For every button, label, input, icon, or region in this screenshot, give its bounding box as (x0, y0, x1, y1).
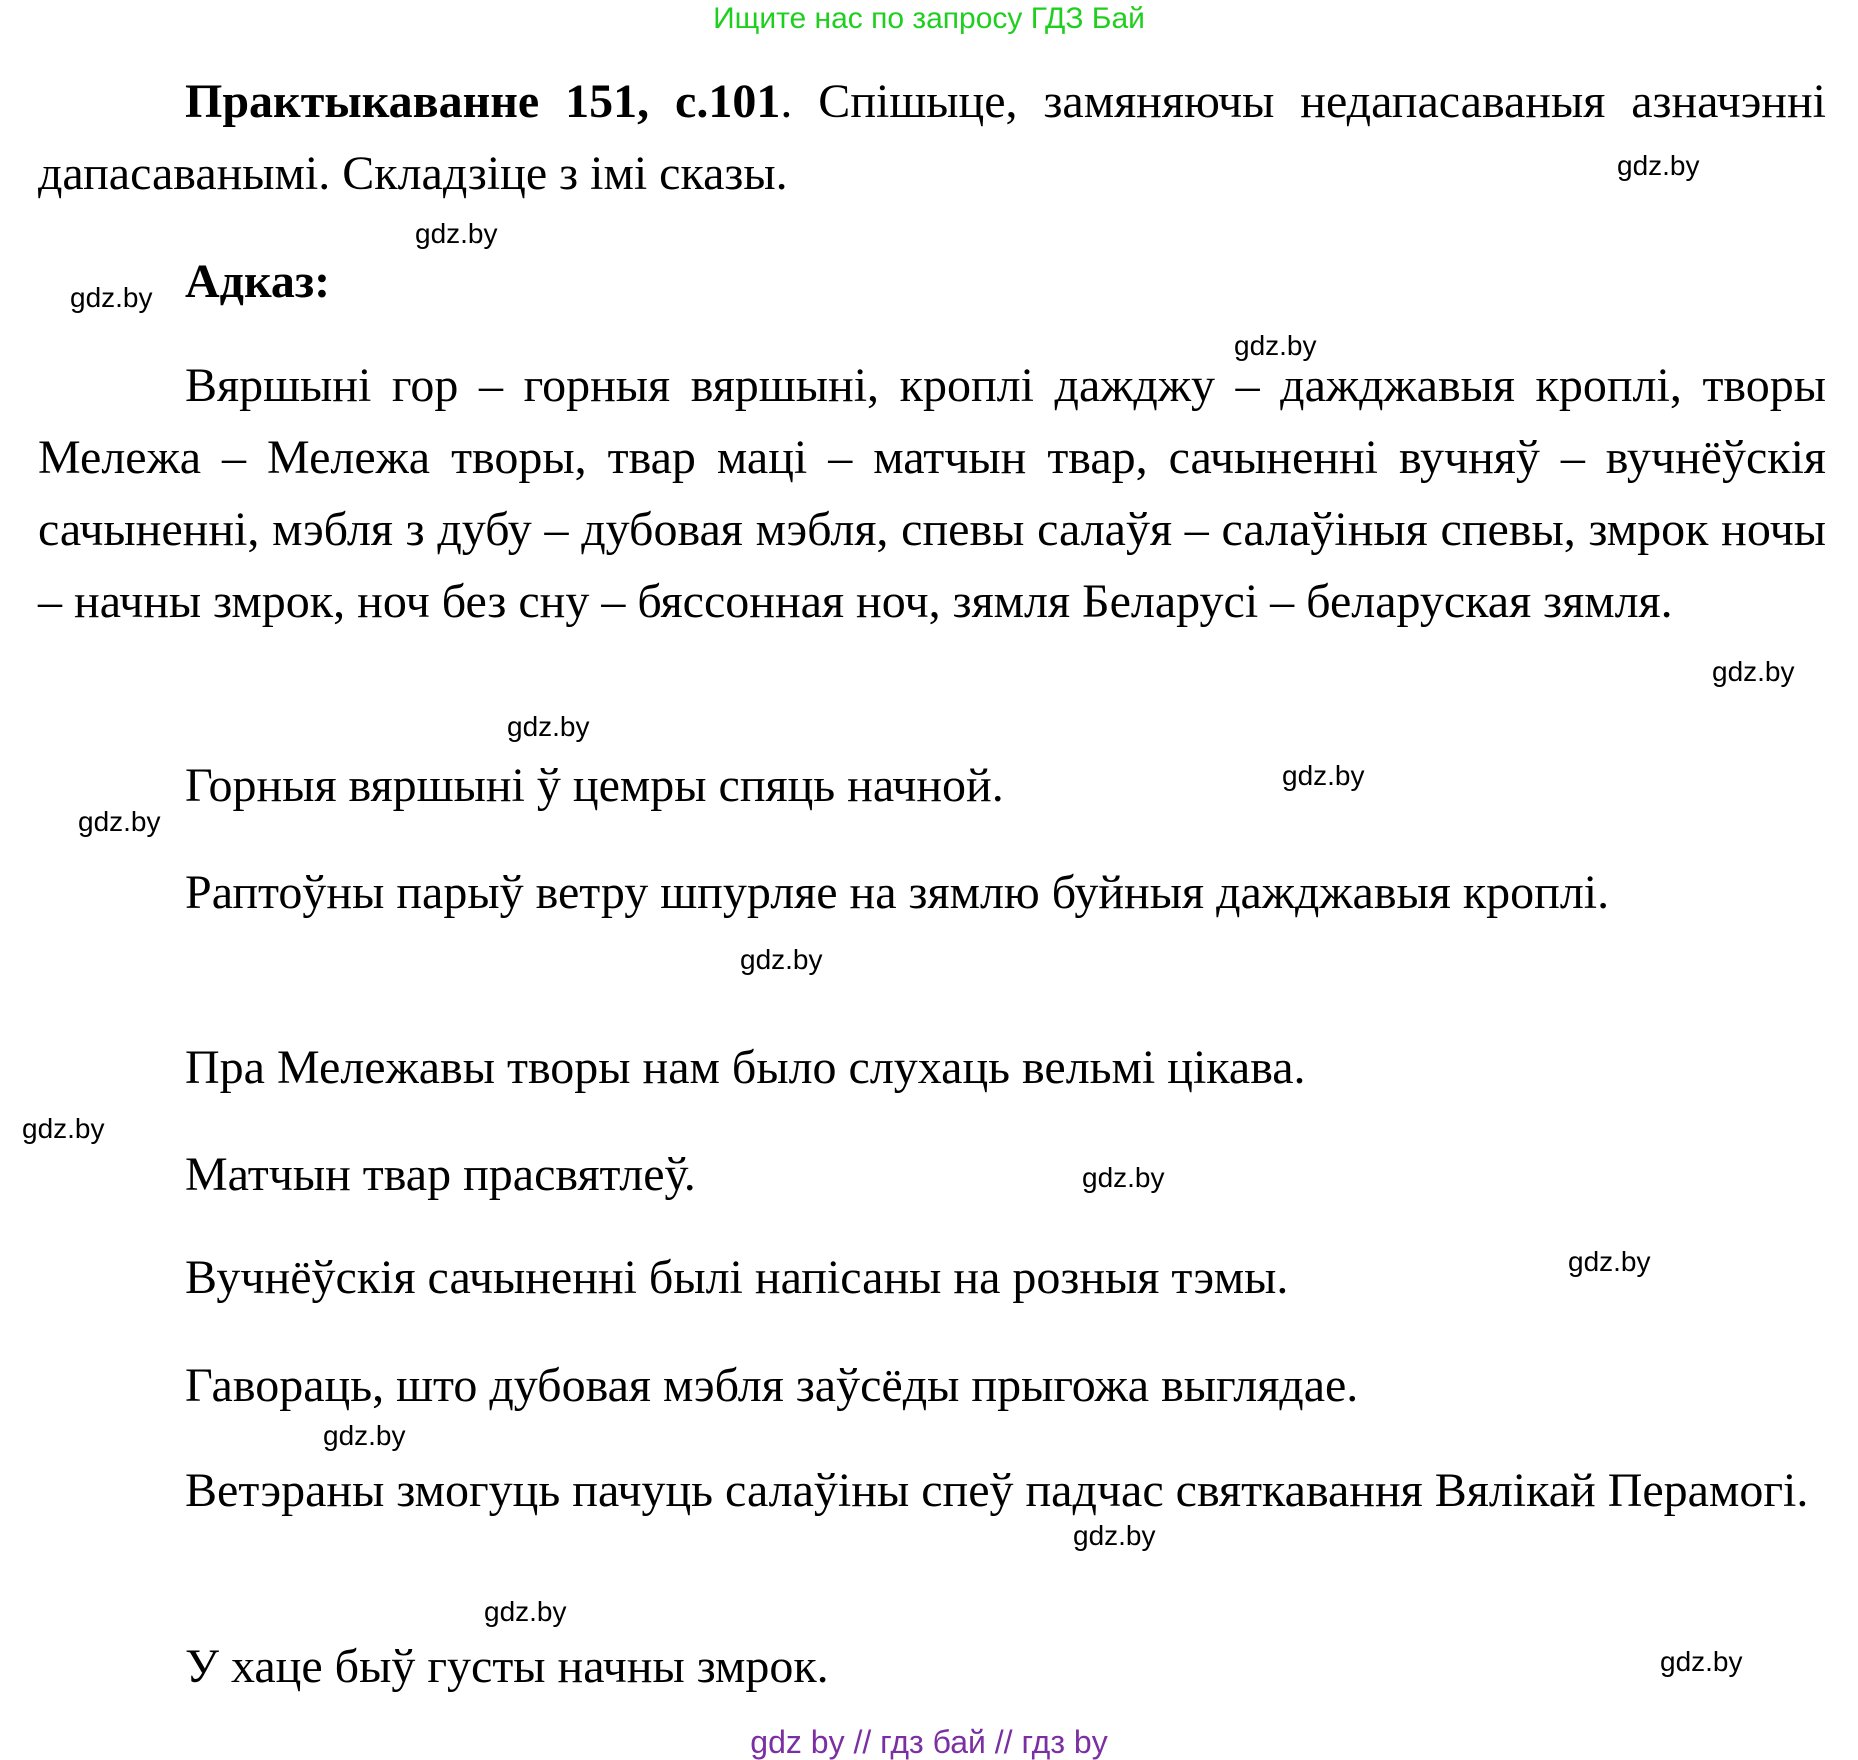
watermark: gdz.by (1617, 150, 1700, 181)
watermark: gdz.by (1712, 656, 1795, 687)
sentence-7: Ветэраны змогуць пачуць салаўіны спеў падчас святкавання Вялікай Перамогі. (185, 1464, 1809, 1517)
task-text: . Спішыце, замяняючы недапасаваныя азначэнні дапасаванымі. Складзіце з імі сказы. (38, 75, 1827, 200)
watermark: gdz.by (78, 806, 161, 837)
watermark: gdz.by (740, 944, 823, 975)
sentence-6: Гавораць, што дубовая мэбля заўсёды прыгожа выглядае. (185, 1359, 1359, 1412)
watermark: gdz.by (1082, 1162, 1165, 1193)
watermark: gdz.by (22, 1113, 105, 1144)
watermark: gdz.by (415, 218, 498, 249)
sentence-1: Горныя вяршыні ў цемры спяць начной. (185, 759, 1004, 812)
task-statement (38, 66, 1826, 210)
watermark: gdz.by (1073, 1520, 1156, 1551)
sentence-3: Пра Мележавы творы нам было слухаць вельмі цікава. (185, 1041, 1306, 1094)
sentence-2: Раптоўны парыў ветру шпурляе на зямлю буйныя дажджавыя кроплі. (185, 866, 1610, 919)
watermark: gdz.by (1282, 760, 1365, 791)
sentence-8: У хаце быў густы начны змрок. (185, 1640, 829, 1693)
watermark: gdz.by (70, 282, 153, 313)
answer-heading: Адказ: (185, 255, 331, 308)
sentence-4: Матчын твар прасвятлеў. (185, 1148, 696, 1201)
task-label: Практыкаванне 151, с.101 (185, 75, 781, 128)
watermark: gdz.by (507, 711, 590, 742)
footer-watermark: gdz by // гдз бай // гдз by (750, 1724, 1108, 1760)
watermark: gdz.by (1234, 330, 1317, 361)
watermark: gdz.by (484, 1596, 567, 1627)
watermark: gdz.by (1568, 1246, 1651, 1277)
watermark: gdz.by (1660, 1646, 1743, 1677)
watermark: gdz.by (323, 1420, 406, 1451)
search-banner: Ищите нас по запросу ГДЗ Бай (713, 2, 1145, 35)
pairs-paragraph: Вяршыні гор – горныя вяршыні, кроплі дажджу – дажджавыя кроплі, творы Мележа – Мележа творы, твар маці – матчын твар, сачыненні вучняў – вучнёўскія сачыненні, мэбля з дубу – дубовая мэбля, спевы салаўя – салаўіныя спевы, змрок ночы – начны змрок, ноч без сну – бяссонная ноч, зямля Беларусі – беларуская зямля. (38, 359, 1826, 628)
sentence-5: Вучнёўскія сачыненні былі напісаны на розныя тэмы. (185, 1251, 1289, 1304)
